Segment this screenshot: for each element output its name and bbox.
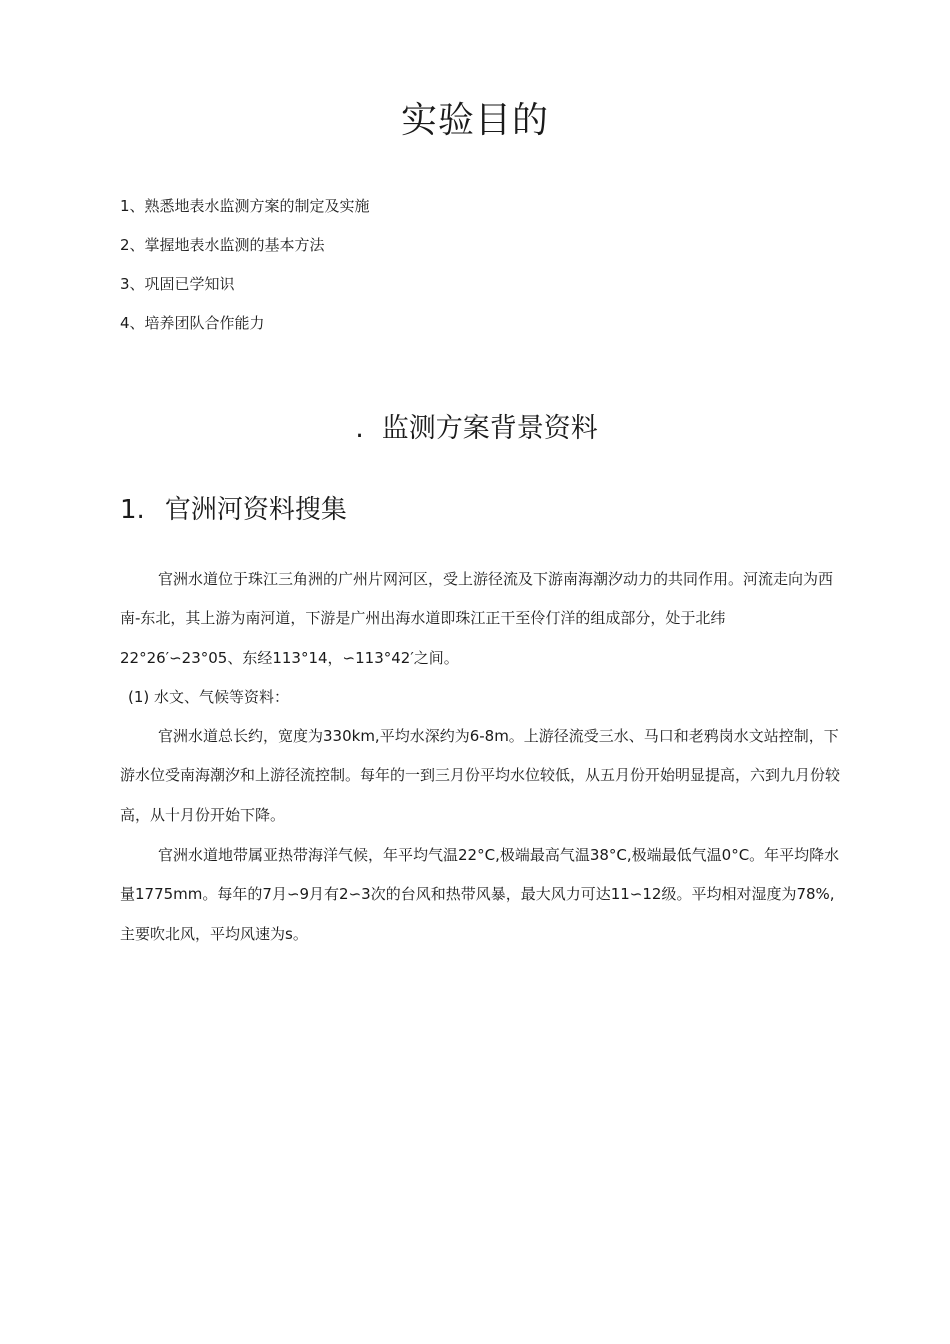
paragraph-hydrology: 官洲水道总长约，宽度为330km,平均水深约为6-8m。上游径流受三水、马口和老鸦岗水文站控制，下游水位受南海潮汐和上游径流控制。每年的一到三月份平均水位较低，从五月份开始明显提高，六到九月份较高，从十月份开始下降。: [120, 727, 841, 824]
paragraph-location: 官洲水道位于珠江三角洲的广州片网河区，受上游径流及下游南海潮汐动力的共同作用。河流走向为西南-东北，其上游为南河道，下游是广州出海水道即珠江正干至伶仃洋的组成部分，处于北纬22°26′∽23°05、东经113°14，∽113°42′之间。: [120, 570, 834, 667]
objective-item: 4、培养团队合作能力: [120, 314, 265, 332]
section-heading: [0, 406, 950, 445]
page-title: 实验目的: [400, 100, 549, 141]
paragraph-sub-label: (1) 水文、气候等资料：: [128, 688, 290, 706]
section-title: 监测方案背景资料: [381, 413, 598, 444]
subsection-heading: [120, 489, 347, 526]
objective-item: 1、熟悉地表水监测方案的制定及实施: [120, 197, 370, 215]
objective-item: 2、掌握地表水监测的基本方法: [120, 236, 325, 254]
subsection-title: 官洲河资料搜集: [164, 495, 347, 525]
paragraph-climate: 官洲水道地带属亚热带海洋气候，年平均气温22°C,极端最高气温38°C,极端最低气温0°C。年平均降水量1775mm。每年的7月∽9月有2∽3次的台风和热带风暴，最大风力可达11∽12级。平均相对湿度为78%, 主要吹北风，平均风速为s。: [120, 846, 840, 943]
section-marker: .: [355, 413, 364, 444]
subsection-number: 1.: [120, 495, 145, 525]
objective-item: 3、巩固已学知识: [120, 275, 235, 293]
objectives-list: [120, 194, 370, 350]
